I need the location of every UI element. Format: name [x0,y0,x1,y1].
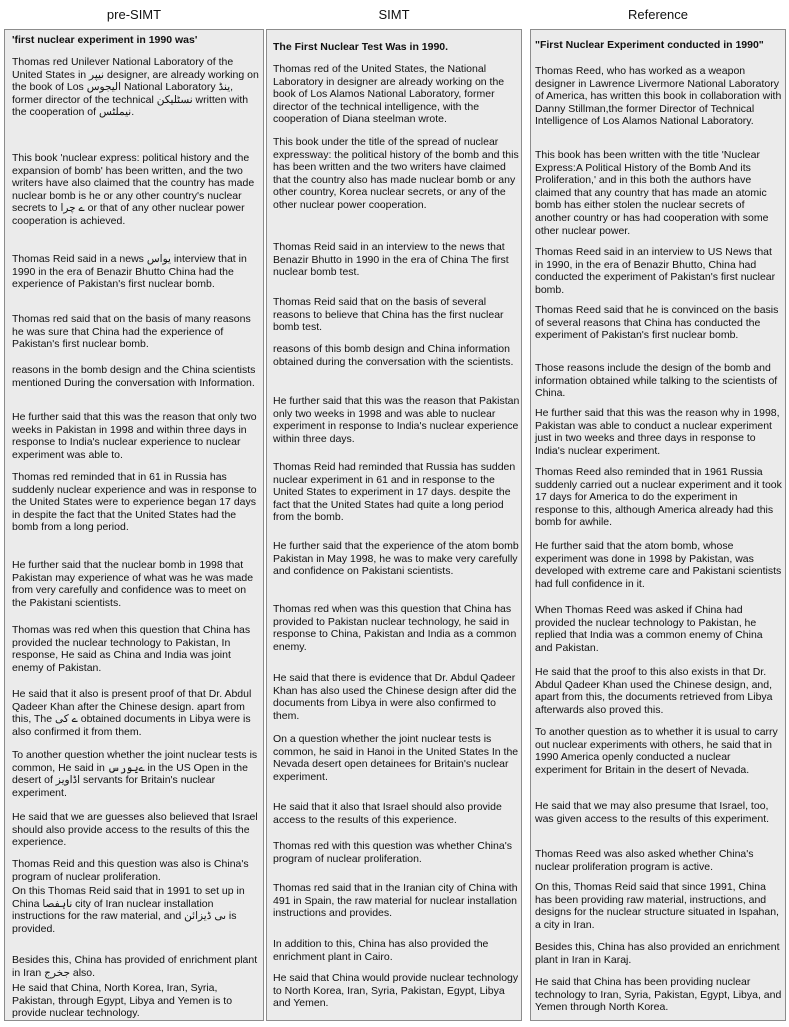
simt-paragraph: In addition to this, China has also provided the enrichment plant in Cairo. [273,938,489,963]
pre-simt-paragraph: On this Thomas Reid said that in 1991 to set up in China ناہفصا city of Iran nuclear installation instructions for the raw material, and ںی ڈیزائن is provided. [12,885,245,935]
simt-paragraph: He further said that this was the reason that Pakistan only two weeks in 1998 and was able to nuclear experiment in response to India's nuclear experience within three days. [273,395,520,445]
reference-paragraph: Thomas Reed said in an interview to US News that in 1990, in the era of Benazir Bhutto, China had conducted the experiment of Pakistan's first nuclear bomb. [535,246,776,296]
pre-simt-paragraph: This book 'nuclear express: political history and the expansion of bomb' has been written, and the two writers have also claimed that the country has made nuclear bomb is he or any other country's nuclear secrets to ے چرا or that of any other nuclear power cooperation is achieved. [12,152,255,227]
pre-simt-title: 'first nuclear experiment in 1990 was' [12,34,198,46]
column-header-pre-simt: pre-SIMT [106,7,162,22]
reference-paragraph: When Thomas Reed was asked if China had provided the nuclear technology to Pakistan, he replied that India was a common enemy of China and Pakistan. [535,604,763,654]
simt-paragraph: Thomas Reid had reminded that Russia has sudden nuclear experiment in 61 and in response to the United States to experiment in 17 days. despite the fact that the United States had quite a long period from the bomb. [273,461,516,524]
column-header-simt: SIMT [378,7,410,22]
pre-simt-paragraph: Thomas red said that on the basis of many reasons he was sure that China had the experience of Pakistan's first nuclear bomb. [12,313,251,351]
simt-paragraph: Thomas red with this question was whether China's program of nuclear proliferation. [273,840,512,865]
pre-simt-paragraph: He said that China, North Korea, Iran, Syria, Pakistan, through Egypt, Libya and Yemen is to provide nuclear technology. [12,982,233,1020]
simt-paragraph: He further said that the experience of the atom bomb Pakistan in May 1998, he was to make very carefully and confidence on Pakistani scientists. [273,540,519,578]
simt-paragraph: reasons of this bomb design and China information obtained during the conversation with the scientists. [273,343,514,368]
simt-paragraph: Thomas red said that in the Iranian city of China with 491 in Spain, the raw material for nuclear installation instructions and provides. [273,882,518,920]
reference-paragraph: He further said that this was the reason why in 1998, Pakistan was able to conduct a nuclear experiment just in two weeks and three days in response to India's nuclear experiment. [535,407,780,457]
reference-title: "First Nuclear Experiment conducted in 1990" [535,39,764,51]
pre-simt-paragraph: Thomas was red when this question that China has provided the nuclear technology to Pakistan, In response, He said as China and India was joint enemy of Pakistan. [12,624,251,674]
reference-paragraph: He further said that the atom bomb, whose experiment was done in 1998 by Pakistan, was developed with extreme care and Pakistani scientists had full confidence in it. [535,540,782,590]
reference-paragraph: To another question as to whether it is usual to carry out nuclear experiments with others, he said that in 1990 America openly conducted a nuclear experiment for Britain in the desert of Nevada. [535,726,778,776]
panel-reference [530,29,786,1021]
panel-simt [266,29,522,1021]
reference-paragraph: On this, Thomas Reid said that since 1991, China has been providing raw material, instructions, and designs for the nuclear structure situated in Ispahan, a city in Iran. [535,881,779,931]
simt-paragraph: On a question whether the joint nuclear tests is common, he said in Hanoi in the United States In the Nevada desert open detainees for Britain's nuclear experiment. [273,733,519,783]
pre-simt-paragraph: He further said that this was the reason that only two weeks in Pakistan in 1998 and within three days in response to India's nuclear experience to nuclear experiment was able to. [12,411,257,461]
reference-paragraph: Thomas Reed said that he is convinced on the basis of several reasons that China has conducted the experiment of Pakistan's first nuclear bomb. [535,304,779,342]
pre-simt-paragraph: He further said that the nuclear bomb in 1998 that Pakistan may experience of what was he was made from very carefully and confidence was to meet on the Pakistani scientists. [12,559,254,609]
reference-paragraph: This book has been written with the title 'Nuclear Express:A Political History of the Bomb And its Proliferation,' and in this both the authors have claimed that any country that has made an atomic bomb has either stolen the nuclear secrets of another country or has had cooperation with some other nuclear power. [535,149,769,237]
pre-simt-paragraph: Besides this, China has provided of enrichment plant in Iran جخرج also. [12,954,258,979]
simt-paragraph: He said that there is evidence that Dr. Abdul Qadeer Khan has also used the Chinese design after did the documents from Libya in were also confirmed to them. [273,672,517,722]
pre-simt-paragraph: He said that it also is present proof of that Dr. Abdul Qadeer Khan after the Chinese design. apart from this, The ے کی obtained documents in Libya were is also confirmed it from them. [12,688,252,738]
reference-paragraph: Those reasons include the design of the bomb and information obtained while talking to the scientists of China. [535,362,778,400]
reference-paragraph: He said that China has been providing nuclear technology to Iran, Syria, Pakistan, Egypt, Libya, and Yemen through North Korea. [535,976,782,1014]
pre-simt-paragraph: Thomas Reid said in a news یواس interview that in 1990 in the era of Benazir Bhutto China had the experience of Pakistan's first nuclear bomb. [12,253,247,291]
simt-paragraph: Thomas red of the United States, the National Laboratory in designer are already working on the book of Los Alamos National Laboratory, former director of the technical intelligence, with the cooperation of Diana steelman wrote. [273,63,505,126]
simt-paragraph: Thomas Reid said that on the basis of several reasons to believe that China has the first nuclear bomb test. [273,296,504,334]
simt-paragraph: Thomas red when was this question that China has provided to Pakistan nuclear technology, he said in response to China, Pakistan and India as a common enemy. [273,603,517,653]
pre-simt-paragraph: Thomas red Unilever National Laboratory of the United States in نیپر designer, are already working on the book of Los الیجوس National Laboratory ینڈ, former director of the technical نسٹلیکن written with the cooperation of نیملٹس. [12,56,259,119]
simt-paragraph: He said that China would provide nuclear technology to North Korea, Iran, Syria, Pakistan, Egypt, Libya and Yemen. [273,972,519,1010]
reference-paragraph: He said that the proof to this also exists in that Dr. Abdul Qadeer Khan used the Chinese design, and, apart from this, the documents retrieved from Libya afterwards also proved this. [535,666,773,716]
pre-simt-paragraph: reasons in the bomb design and the China scientists mentioned During the conversation with Information. [12,364,256,389]
pre-simt-paragraph: Thomas red reminded that in 61 in Russia has suddenly nuclear experience and was in response to the United States were to experience began 17 days in despite the fact that the United States had the bomb from a long period. [12,471,257,534]
pre-simt-paragraph: Thomas Reid and this question was also is China's program of nuclear proliferation. [12,858,249,883]
reference-paragraph: Thomas Reed was also asked whether China's nuclear proliferation program is active. [535,848,754,873]
panel-pre-simt [4,29,264,1021]
pre-simt-paragraph: To another question whether the joint nuclear tests is common, He said in ےیورس in the US Open in the desert of اڈاویز servants for Britain's nuclear experiment. [12,749,258,799]
simt-paragraph: Thomas Reid said in an interview to the news that Benazir Bhutto in 1990 in the era of China The first nuclear bomb test. [273,241,509,279]
simt-title: The First Nuclear Test Was in 1990. [273,41,449,53]
reference-paragraph: Thomas Reed also reminded that in 1961 Russia suddenly carried out a nuclear experiment and it took 17 days for America to do the experiment in response to this, although America already had this bomb for awhile. [535,466,782,529]
reference-paragraph: He said that we may also presume that Israel, too, was given access to the results of this experiment. [535,800,770,825]
simt-paragraph: This book under the title of the spread of nuclear expressway: the political history of the bomb and this has been written and the two writers have claimed that the country also has made nuclear bomb or any other country, Korea nuclear secrets, or any of the other nuclear power cooperation. [273,136,519,211]
column-header-reference: Reference [628,7,688,22]
simt-paragraph: He said that it also that Israel should also provide access to the results of this experience. [273,801,502,826]
reference-paragraph: Besides this, China has also provided an enrichment plant in Iran in Karaj. [535,941,780,966]
pre-simt-paragraph: He said that we are guesses also believed that Israel should also provide access to the results of this the experience. [12,811,258,849]
reference-paragraph: Thomas Reed, who has worked as a weapon designer in Lawrence Livermore National Laboratory of America, has written this book in collaboration with Danny Stillman,the former Director of Technical Intelligence of Los Alamos National Laboratory. [535,65,782,128]
